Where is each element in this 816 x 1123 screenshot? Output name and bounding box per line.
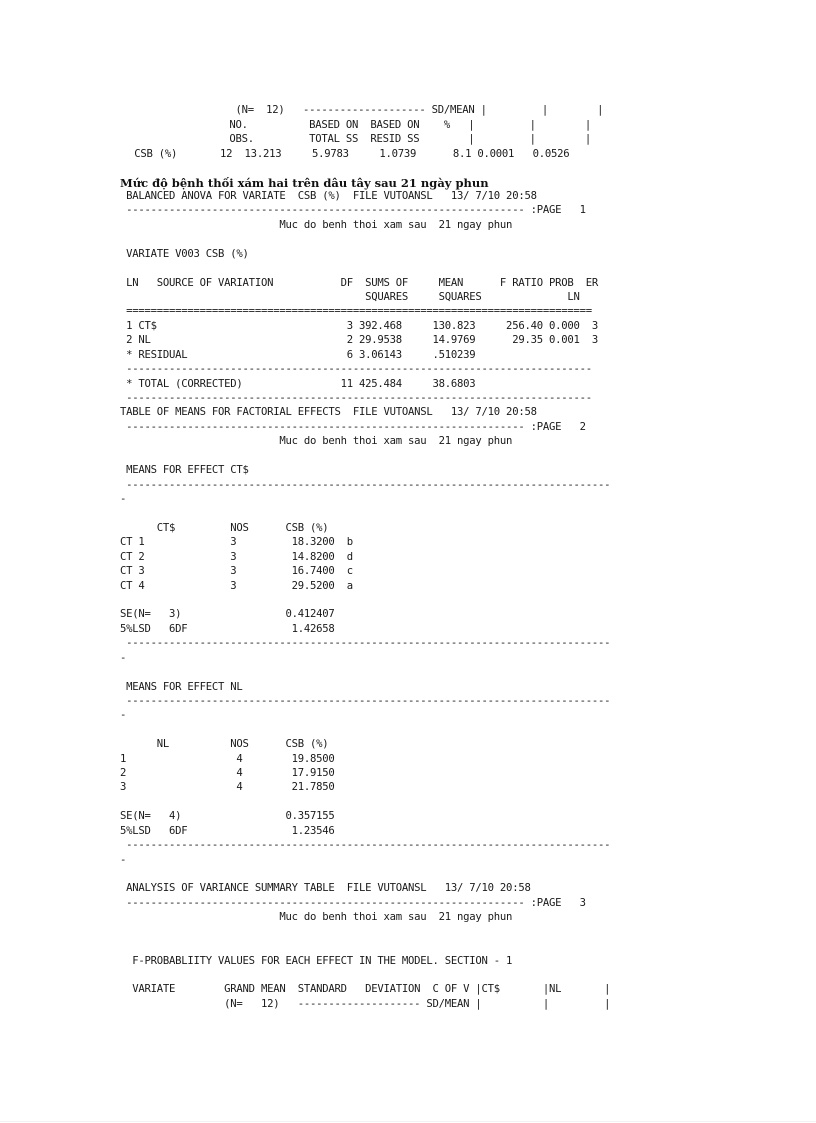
listing-line: MEANS FOR EFFECT NL xyxy=(120,680,243,693)
listing-line: Muc do benh thoi xam sau 21 ngay phun xyxy=(120,218,513,231)
anova-tail-line-4: CSB (%) 12 13.213 5.9783 1.0739 8.1 0.0001 0.0526 xyxy=(122,148,570,160)
listing-line: 1 4 19.8500 xyxy=(120,752,335,765)
listing-line: MEANS FOR EFFECT CT$ xyxy=(120,464,249,477)
listing-line: ----------------------------------------------------------------- :PAGE 1 xyxy=(120,204,586,217)
anova-tail-line-3: OBS. TOTAL SS RESID SS | | | xyxy=(162,133,591,145)
anova-tail-line-1: (N= 12) -------------------- SD/MEAN | | | xyxy=(162,104,604,116)
listing-line: (N= 12) -------------------- SD/MEAN | | | xyxy=(120,997,611,1010)
listing-line: ============================================================================ xyxy=(120,305,592,318)
listing-line: CT$ NOS CSB (%) xyxy=(120,521,329,534)
listing-line: 2 4 17.9150 xyxy=(120,767,335,779)
listing-line: ---------------------------------------------------------------------------- xyxy=(120,363,592,376)
listing-line: NL NOS CSB (%) xyxy=(120,738,329,751)
listing-line: VARIATE V003 CSB (%) xyxy=(120,247,249,260)
listing-line: ----------------------------------------------------------------- :PAGE 2 xyxy=(120,420,586,433)
listing-line: - xyxy=(120,492,127,505)
listing-line: CT 2 3 14.8200 d xyxy=(120,550,353,563)
listing-line: CT 1 3 18.3200 b xyxy=(120,536,353,549)
listing-line: ----------------------------------------------------------------- :PAGE 3 xyxy=(120,896,586,909)
listing-line: 2 NL 2 29.9538 14.9769 29.35 0.001 3 xyxy=(120,334,598,347)
listing-line: ANALYSIS OF VARIANCE SUMMARY TABLE FILE VUTOANSL 13/ 7/10 20:58 xyxy=(120,882,531,895)
listing-line: 5%LSD 6DF 1.42658 xyxy=(120,622,335,635)
listing-line: CT 3 3 16.7400 c xyxy=(120,565,353,577)
listing-line: ---------------------------------------------------------------------------- xyxy=(120,392,592,404)
listing-line: CT 4 3 29.5200 a xyxy=(120,579,353,592)
listing-line: ------------------------------------------------------------------------------- xyxy=(120,694,611,707)
listing-line: * TOTAL (CORRECTED) 11 425.484 38.6803 xyxy=(120,377,476,390)
listing-line: * RESIDUAL 6 3.06143 .510239 xyxy=(120,348,476,361)
listing-line: SE(N= 3) 0.412407 xyxy=(120,608,335,621)
listing-line: F-PROBABLIITY VALUES FOR EACH EFFECT IN THE MODEL. SECTION - 1 xyxy=(120,954,513,967)
listing-line: LN SOURCE OF VARIATION DF SUMS OF MEAN F RATIO PROB ER xyxy=(120,276,598,289)
listing-line: SQUARES SQUARES LN xyxy=(120,291,580,303)
listing-line: - xyxy=(120,651,127,664)
page-edge xyxy=(0,1121,816,1122)
listing-line: TABLE OF MEANS FOR FACTORIAL EFFECTS FILE VUTOANSL 13/ 7/10 20:58 xyxy=(120,406,537,419)
listing-line: VARIATE GRAND MEAN STANDARD DEVIATION C OF V |CT$ |NL | xyxy=(120,983,611,996)
listing-line: 5%LSD 6DF 1.23546 xyxy=(120,824,335,837)
listing-line: 1 CT$ 3 392.468 130.823 256.40 0.000 3 xyxy=(120,319,598,332)
section-heading: Mức độ bệnh thối xám hai trên dâu tây sau 21 ngày phun xyxy=(120,176,489,190)
listing-line: SE(N= 4) 0.357155 xyxy=(120,810,335,823)
listing-line: ------------------------------------------------------------------------------- xyxy=(120,839,611,852)
listing-line: 3 4 21.7850 xyxy=(120,781,335,794)
listing-line: BALANCED ANOVA FOR VARIATE CSB (%) FILE VUTOANSL 13/ 7/10 20:58 xyxy=(120,190,537,202)
listing-line: - xyxy=(120,709,127,722)
listing-line: - xyxy=(120,853,127,866)
anova-tail-line-2: NO. BASED ON BASED ON % | | | xyxy=(162,119,591,131)
listing-line: ------------------------------------------------------------------------------- xyxy=(120,478,611,491)
listing-line: Muc do benh thoi xam sau 21 ngay phun xyxy=(120,435,513,448)
listing-line: ------------------------------------------------------------------------------- xyxy=(120,637,611,650)
listing-line: Muc do benh thoi xam sau 21 ngay phun xyxy=(120,911,513,924)
